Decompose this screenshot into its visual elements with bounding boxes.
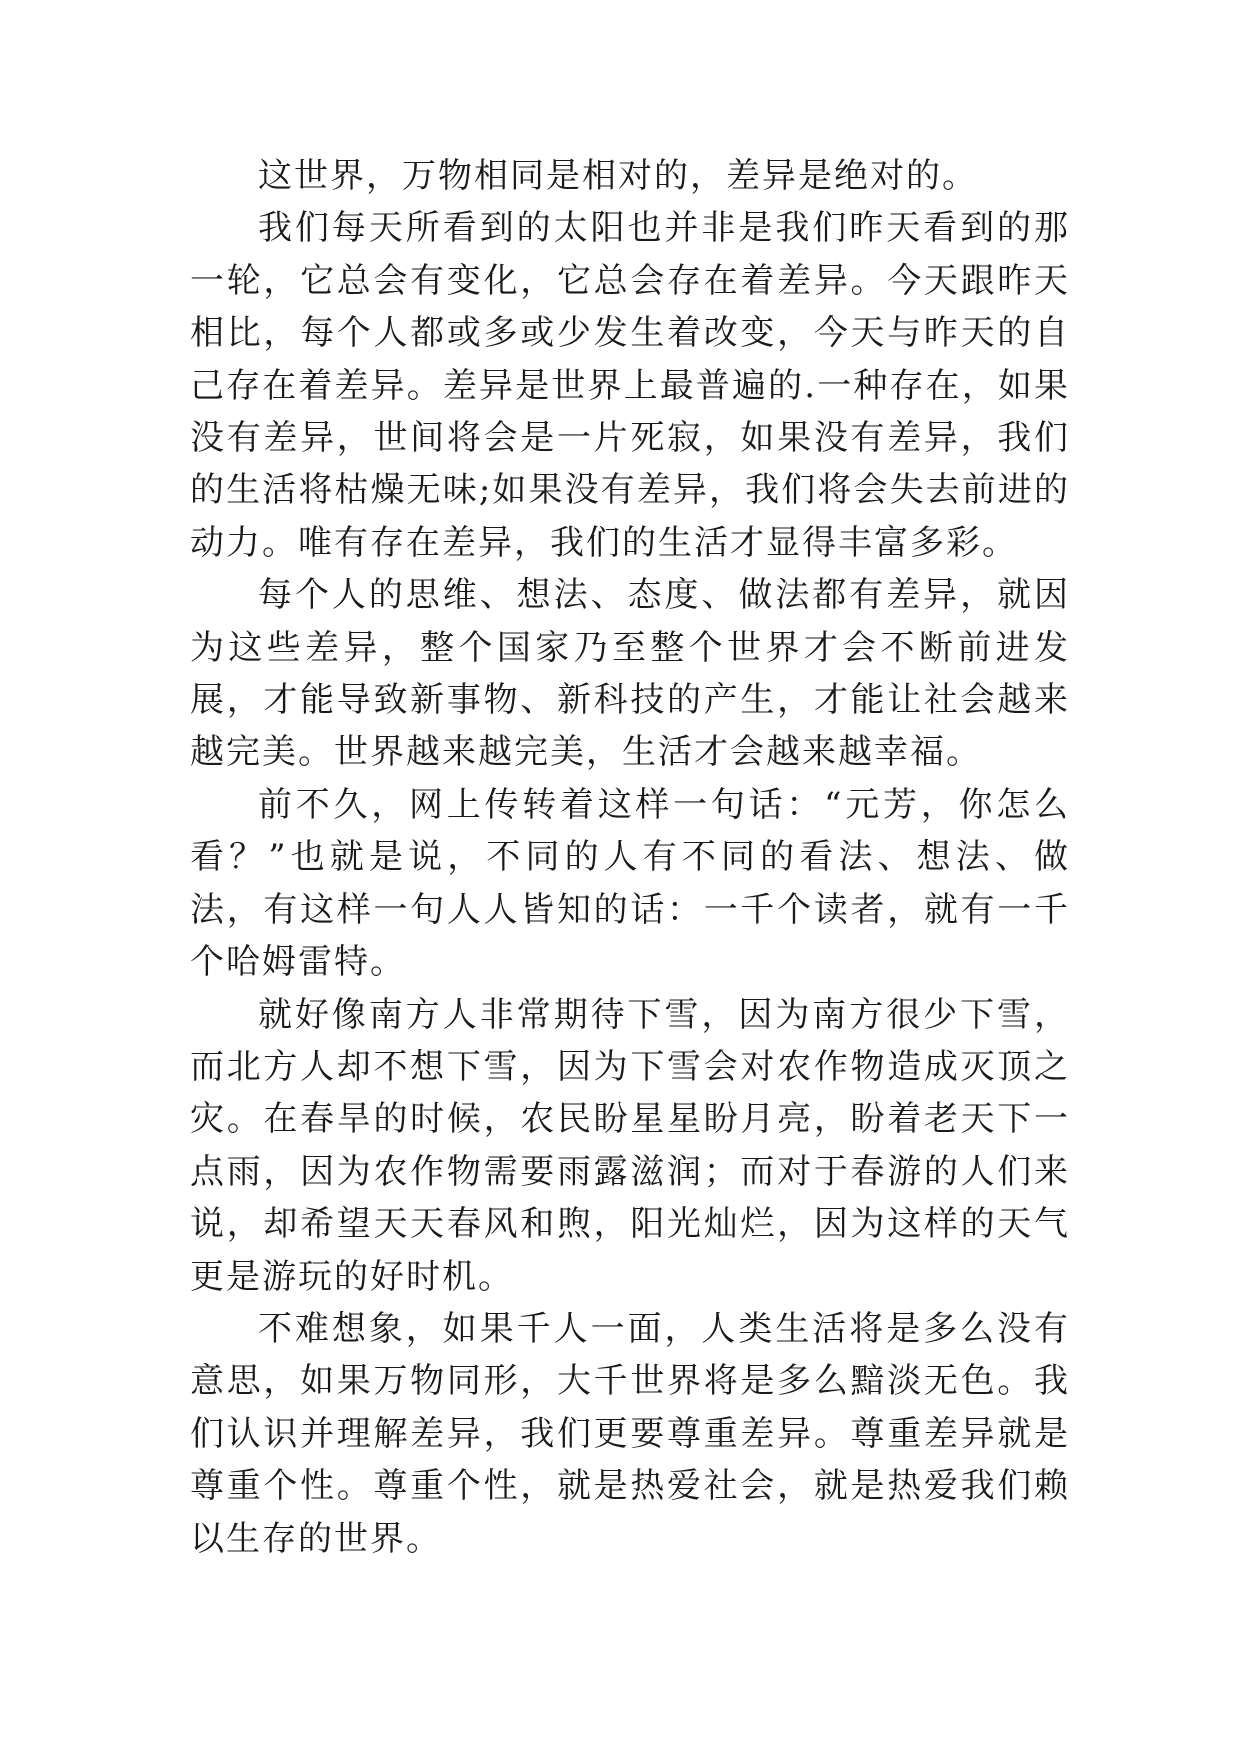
paragraph-4: 前不久，网上传转着这样一句话：“元芳，你怎么看？”也就是说，不同的人有不同的看法、想法、做法，有这样一句人人皆知的话：一千个读者，就有一千个哈姆雷特。 bbox=[190, 784, 1070, 983]
paragraph-2: 我们每天所看到的太阳也并非是我们昨天看到的那一轮，它总会有变化，它总会存在着差异。今天跟昨天相比，每个人都或多或少发生着改变，今天与昨天的自己存在着差异。差异是世界上最普遍的.一种存在，如果没有差异，世间将会是一片死寂，如果没有差异，我们的生活将枯燥无味;如果没有差异，我们将会失去前进的动力。唯有存在差异，我们的生活才显得丰富多彩。 bbox=[190, 208, 1070, 563]
document-body bbox=[190, 150, 1070, 1565]
paragraph-1: 这世界，万物相同是相对的，差异是绝对的。 bbox=[258, 156, 978, 196]
paragraph-6: 不难想象，如果千人一面，人类生活将是多么没有意思，如果万物同形，大千世界将是多么黯淡无色。我们认识并理解差异，我们更要尊重差异。尊重差异就是尊重个性。尊重个性，就是热爱社会，就是热爱我们赖以生存的世界。 bbox=[190, 1308, 1070, 1559]
paragraph-5: 就好像南方人非常期待下雪，因为南方很少下雪，而北方人却不想下雪，因为下雪会对农作物造成灭顶之灾。在春旱的时候，农民盼星星盼月亮，盼着老天下一点雨，因为农作物需要雨露滋润；而对于春游的人们来说，却希望天天春风和煦，阳光灿烂，因为这样的天气更是游玩的好时机。 bbox=[190, 994, 1070, 1297]
paragraph-3: 每个人的思维、想法、态度、做法都有差异，就因为这些差异，整个国家乃至整个世界才会不断前进发展，才能导致新事物、新科技的产生，才能让社会越来越完美。世界越来越完美，生活才会越来越幸福。 bbox=[190, 575, 1070, 773]
